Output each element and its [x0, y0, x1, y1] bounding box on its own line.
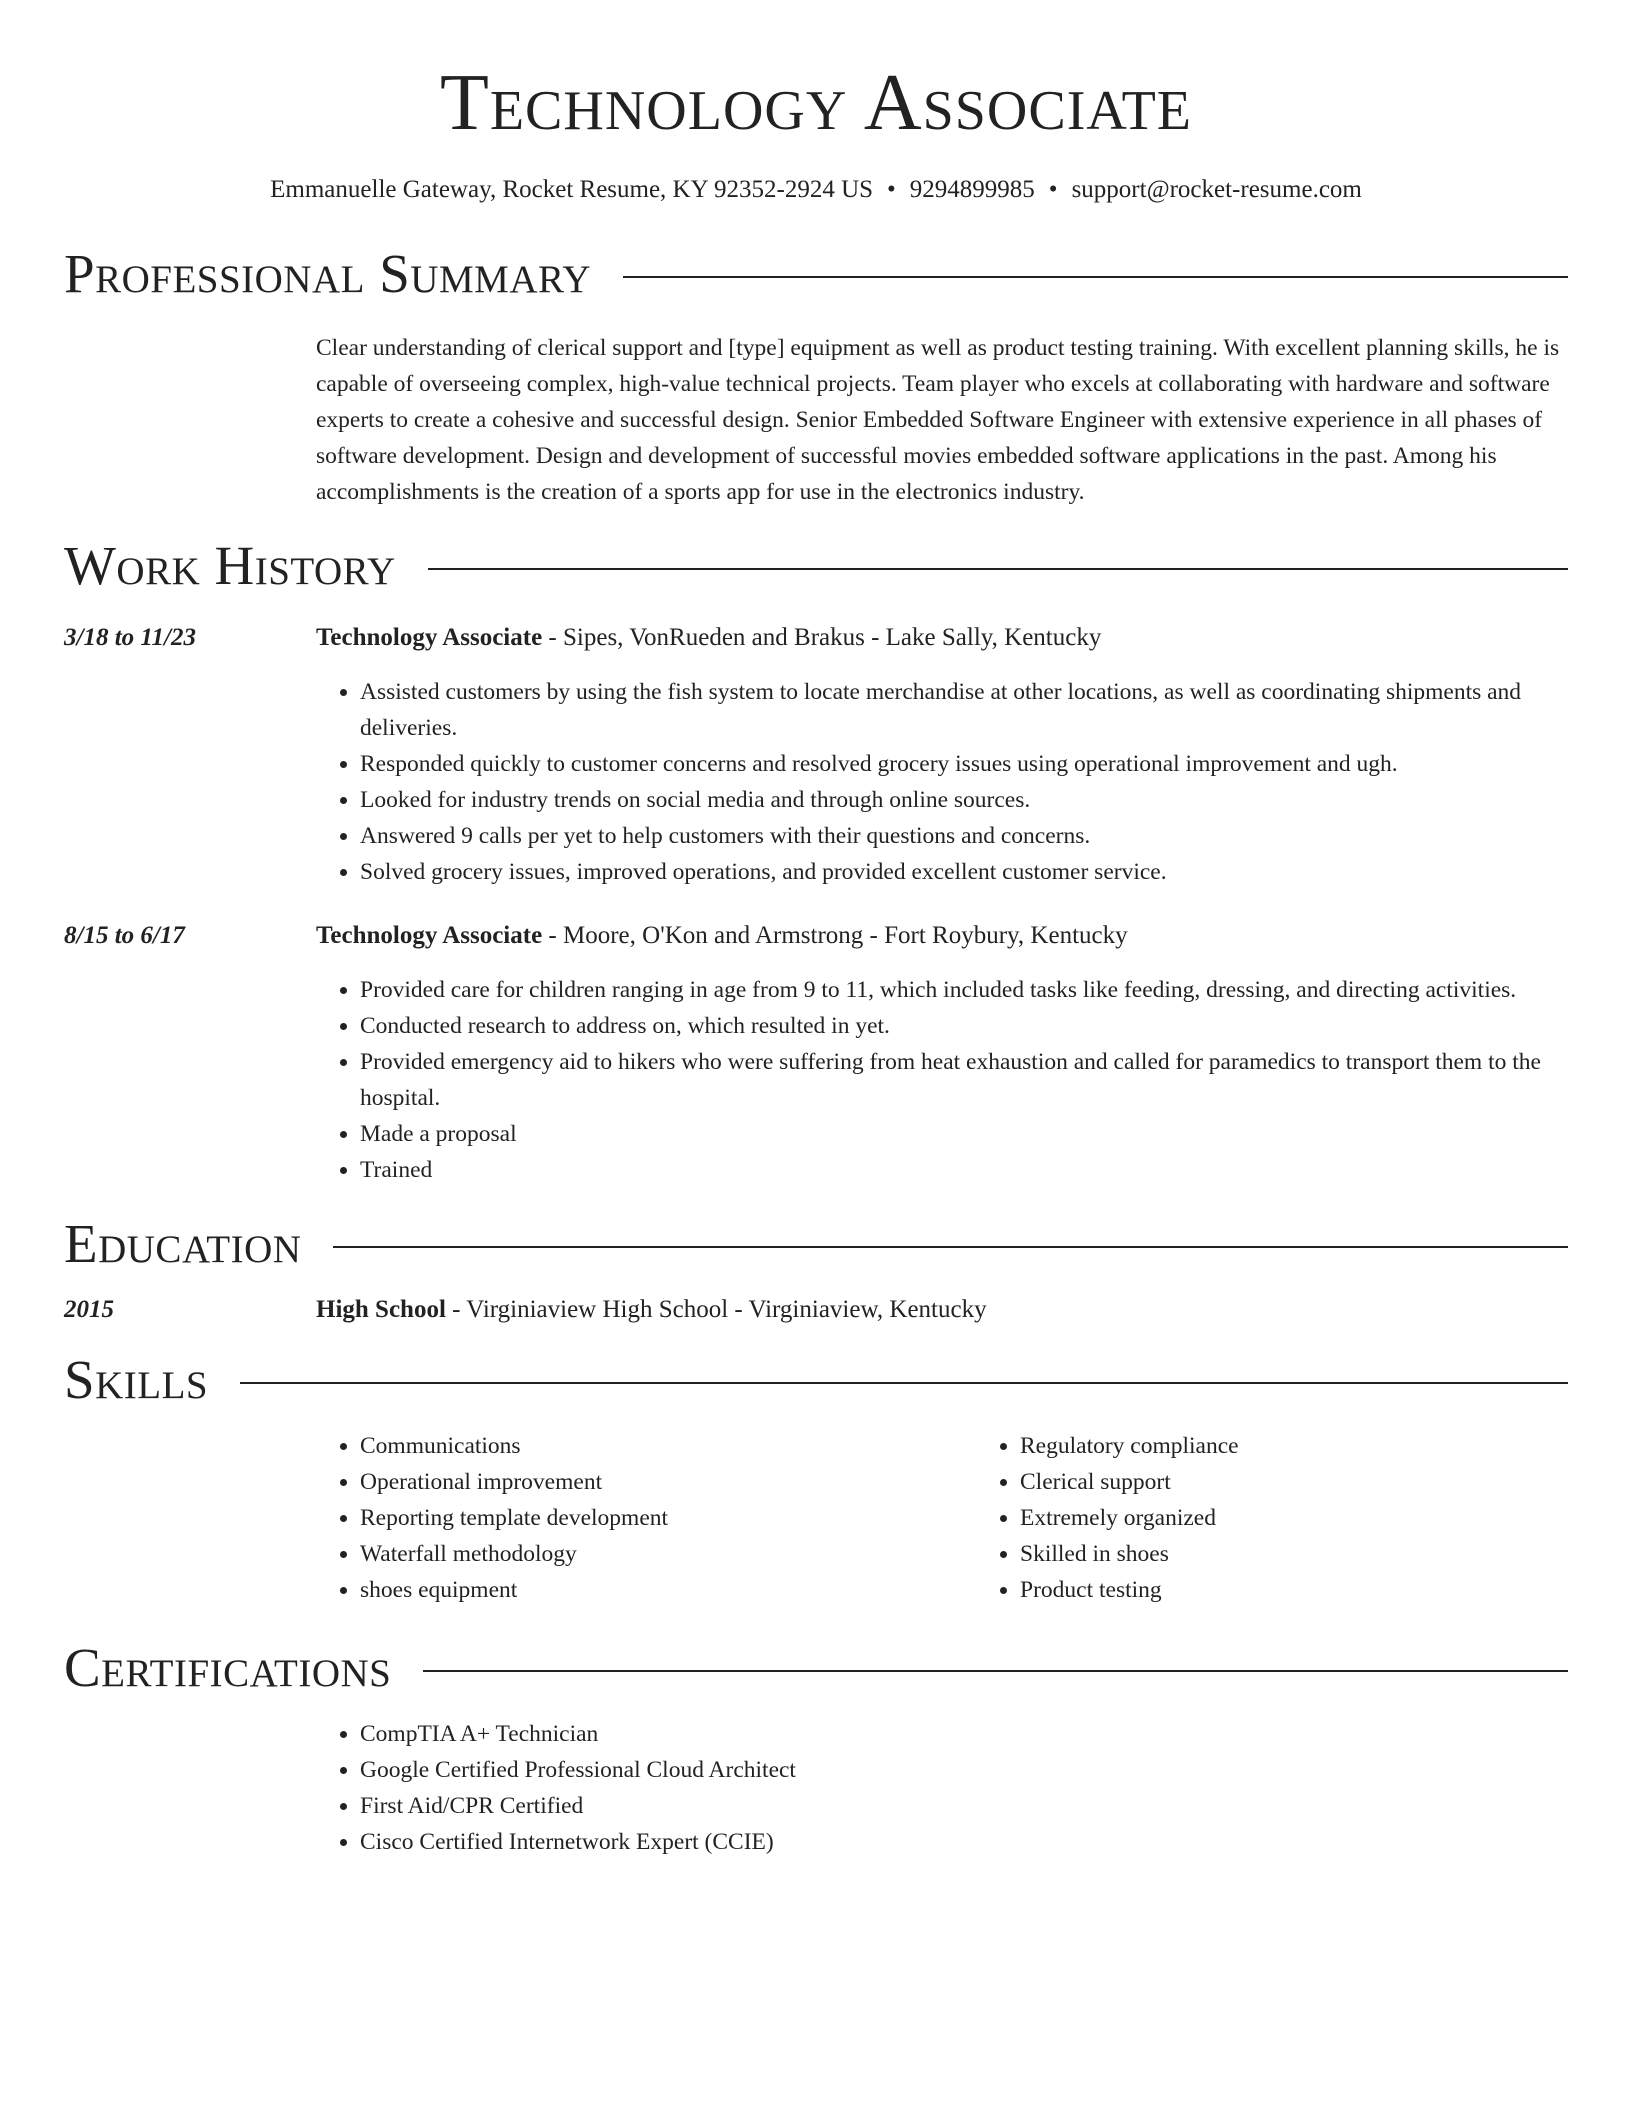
- list-item: • Answered 9 calls per yet to help customers with their questions and concerns.: [360, 818, 1568, 854]
- job-title: Technology Associate: [316, 922, 543, 949]
- job-title: Technology Associate: [316, 624, 543, 651]
- list-item: • Conducted research to address on, which resulted in yet.: [360, 1008, 1568, 1044]
- job-heading: [316, 620, 1568, 656]
- section-rule: [623, 276, 1568, 278]
- list-item: • Google Certified Professional Cloud Architect: [360, 1752, 1568, 1788]
- section-header-certifications: [64, 1638, 1568, 1698]
- job-details: - Sipes, VonRueden and Brakus - Lake Sally, Kentucky: [542, 624, 1102, 651]
- section-title: Professional Summary: [64, 243, 592, 304]
- list-item: • shoes equipment: [360, 1572, 976, 1608]
- list-item: • Extremely organized: [1020, 1500, 1632, 1536]
- section-header-work: [64, 536, 1568, 596]
- section-rule: [333, 1246, 1568, 1248]
- list-item: • Cisco Certified Internetwork Expert (CCIE): [360, 1824, 1568, 1860]
- list-item: • Reporting template development: [360, 1500, 976, 1536]
- list-item: • Provided care for children ranging in age from 9 to 11, which included tasks like feeding, dressing, and directing activities.: [360, 972, 1568, 1008]
- address: Emmanuelle Gateway, Rocket Resume, KY 92352-2924 US: [270, 176, 874, 203]
- contact-line: [64, 172, 1568, 208]
- list-item: • Responded quickly to customer concerns and resolved grocery issues using operational improvement and ugh.: [360, 746, 1568, 782]
- skills-row: [64, 1410, 1568, 1608]
- list-item: • Waterfall methodology: [360, 1536, 976, 1572]
- summary-text: Clear understanding of clerical support and [type] equipment as well as product testing training. With excellent planning skills, he is capable of overseeing complex, high-value technical projects. Team player who excels at collaborating with hardware and software experts to create a cohesive and successful design. Senior Embedded Software Engineer with extensive experience in all phases of software development. Design and development of successful movies embedded software applications in the past. Among his accomplishments is the creation of a sports app for use in the electronics industry.: [316, 335, 1560, 505]
- list-item: • First Aid/CPR Certified: [360, 1788, 1568, 1824]
- education-degree: High School: [316, 1296, 446, 1323]
- education-entry: [64, 1292, 1568, 1328]
- list-item: • CompTIA A+ Technician: [360, 1716, 1568, 1752]
- section-header-skills: [64, 1350, 1568, 1410]
- list-item: • Assisted customers by using the fish system to locate merchandise at other locations, as well as coordinating shipments and deliveries.: [360, 674, 1568, 746]
- list-item: • Communications: [360, 1428, 976, 1464]
- job-bullets: [316, 674, 1568, 890]
- section-header-education: [64, 1214, 1568, 1274]
- section-rule: [428, 568, 1568, 570]
- separator: •: [1048, 176, 1058, 203]
- skills-column: [316, 1428, 976, 1608]
- education-year: 2015: [64, 1296, 114, 1323]
- separator: •: [887, 176, 896, 203]
- section-rule: [240, 1382, 1568, 1384]
- list-item: • Regulatory compliance: [1020, 1428, 1632, 1464]
- section-title: Work History: [64, 535, 396, 596]
- job-dates: 8/15 to 6/17: [64, 922, 185, 949]
- education-details: - Virginiaview High School - Virginiaview, Kentucky: [445, 1296, 987, 1323]
- certifications-list: [316, 1716, 1568, 1860]
- list-item: • Product testing: [1020, 1572, 1632, 1608]
- job-dates: 3/18 to 11/23: [64, 624, 196, 651]
- resume-name: Technology Associate: [439, 59, 1193, 147]
- job-details: - Moore, O'Kon and Armstrong - Fort Roybury, Kentucky: [542, 922, 1128, 949]
- list-item: • Solved grocery issues, improved operations, and provided excellent customer service.: [360, 854, 1568, 890]
- section-title: Skills: [64, 1349, 209, 1410]
- skills-grid: [316, 1428, 1632, 1608]
- section-rule: [423, 1670, 1568, 1672]
- list-item: • Skilled in shoes: [1020, 1536, 1632, 1572]
- list-item: • Trained: [360, 1152, 1568, 1188]
- job-heading: [316, 918, 1568, 954]
- list-item: • Clerical support: [1020, 1464, 1632, 1500]
- email: support@rocket-resume.com: [1071, 176, 1362, 203]
- list-item: • Made a proposal: [360, 1116, 1568, 1152]
- list-item: • Operational improvement: [360, 1464, 976, 1500]
- certifications-row: [64, 1698, 1568, 1860]
- phone: 9294899985: [909, 176, 1035, 203]
- job-bullets: [316, 972, 1568, 1188]
- list-item: • Provided emergency aid to hikers who were suffering from heat exhaustion and called for paramedics to transport them to the hospital.: [360, 1044, 1568, 1116]
- job-entry: [64, 918, 1568, 1188]
- job-entry: [64, 620, 1568, 890]
- skills-column: [976, 1428, 1632, 1608]
- section-header-summary: [64, 244, 1568, 304]
- section-title: Certifications: [64, 1637, 392, 1698]
- summary-row: [64, 330, 1568, 510]
- list-item: • Looked for industry trends on social media and through online sources.: [360, 782, 1568, 818]
- section-title: Education: [64, 1213, 302, 1274]
